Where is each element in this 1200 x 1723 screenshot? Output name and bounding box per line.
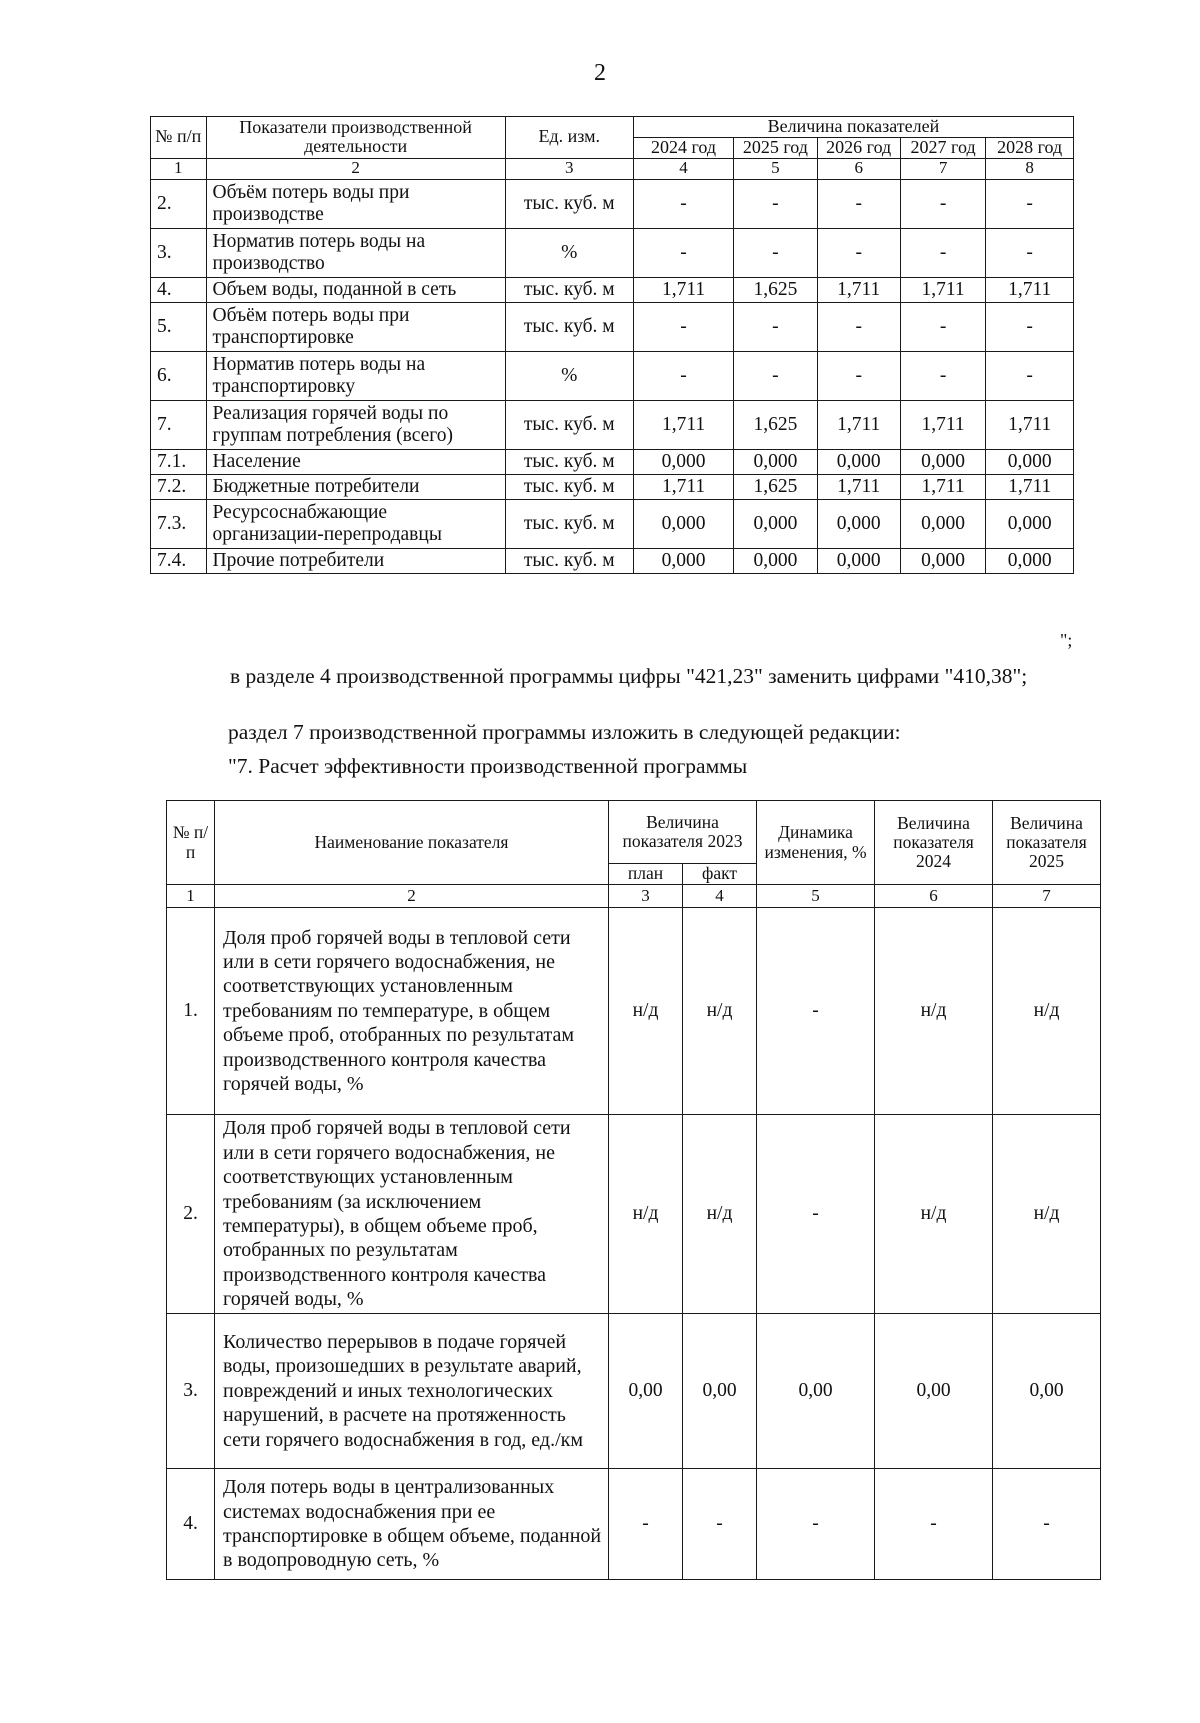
row-value: 1,711 [900, 277, 985, 302]
row-value: - [900, 302, 985, 351]
row-value: 0,000 [817, 499, 900, 548]
row-name: Норматив потерь воды на транспортировку [206, 351, 505, 400]
table-row [167, 1469, 1101, 1580]
row-value: - [633, 228, 733, 277]
row-name: Доля проб горячей воды в тепловой сети или в сети горячего водоснабжения, не соответствующих установленным требованиям по температуре, в общем объеме проб, отобранных по результатам производственного контроля качества горячей воды, % [215, 908, 609, 1115]
row-num: 4. [167, 1469, 215, 1580]
row-unit: тыс. куб. м [505, 179, 633, 228]
row-value: 0,000 [900, 449, 985, 474]
row-value: н/д [875, 1115, 993, 1314]
column-number: 6 [875, 885, 993, 908]
column-number: 3 [505, 158, 633, 179]
header-fact: факт [683, 864, 757, 885]
section-heading: "7. Расчет эффективности производственной программы [228, 754, 748, 778]
row-value: 1,625 [734, 277, 817, 302]
column-number: 7 [993, 885, 1101, 908]
closing-quote-mark: "; [1060, 630, 1073, 650]
row-unit: тыс. куб. м [505, 277, 633, 302]
column-number: 1 [167, 885, 215, 908]
table-row [151, 351, 1074, 400]
row-num: 1. [167, 908, 215, 1115]
row-value: 1,625 [734, 400, 817, 449]
row-value: - [817, 179, 900, 228]
table-row [151, 474, 1074, 499]
row-value: 0,000 [734, 449, 817, 474]
header-indicator: Показатели производственной деятельности [206, 117, 505, 159]
row-value: 1,711 [817, 474, 900, 499]
row-value: н/д [609, 908, 683, 1115]
row-value: 0,000 [900, 548, 985, 573]
header-group: Величина показателей [633, 117, 1073, 138]
row-value: - [875, 1469, 993, 1580]
row-name: Доля проб горячей воды в тепловой сети или в сети горячего водоснабжения, не соответствующих установленным требованиям (за исключением температуры), в общем объеме проб, отобранных по результатам производственного контроля качества горячей воды, % [215, 1115, 609, 1314]
row-value: - [817, 351, 900, 400]
row-value: - [757, 1115, 875, 1314]
row-value: - [633, 179, 733, 228]
row-name: Объём потерь воды при транспортировке [206, 302, 505, 351]
row-name: Доля потерь воды в централизованных системах водоснабжения при ее транспортировке в общем объеме, поданной в водопроводную сеть, % [215, 1469, 609, 1580]
row-num: 2. [151, 179, 207, 228]
table-row [167, 1115, 1101, 1314]
row-name: Бюджетные потребители [206, 474, 505, 499]
row-unit: тыс. куб. м [505, 302, 633, 351]
row-value: - [734, 302, 817, 351]
column-number: 6 [817, 158, 900, 179]
row-value: 0,000 [986, 548, 1074, 573]
row-value: н/д [683, 908, 757, 1115]
row-value: 0,00 [609, 1314, 683, 1469]
row-name: Объем воды, поданной в сеть [206, 277, 505, 302]
row-name: Ресурсоснабжающие организации-перепродавцы [206, 499, 505, 548]
table-row [151, 302, 1074, 351]
column-number: 5 [734, 158, 817, 179]
row-num: 6. [151, 351, 207, 400]
row-value: - [986, 228, 1074, 277]
row-value: 0,000 [817, 449, 900, 474]
row-value: - [817, 302, 900, 351]
header-value-2023: Величина показателя 2023 [609, 801, 757, 864]
row-unit: тыс. куб. м [505, 400, 633, 449]
header-num: № п/п [151, 117, 207, 159]
row-value: 1,625 [734, 474, 817, 499]
row-value: - [683, 1469, 757, 1580]
row-name: Прочие потребители [206, 548, 505, 573]
row-unit: тыс. куб. м [505, 474, 633, 499]
row-unit: % [505, 228, 633, 277]
row-num: 7.2. [151, 474, 207, 499]
row-value: 1,711 [986, 474, 1074, 499]
row-name: Норматив потерь воды на производство [206, 228, 505, 277]
column-number: 5 [757, 885, 875, 908]
header-plan: план [609, 864, 683, 885]
row-num: 7.4. [151, 548, 207, 573]
row-value: 0,00 [875, 1314, 993, 1469]
row-value: 1,711 [817, 400, 900, 449]
table-row [167, 908, 1101, 1115]
amendment-paragraph: в разделе 4 производственной программы цифры "421,23" заменить цифрами "410,38"; [230, 664, 1028, 688]
row-value: 0,00 [993, 1314, 1101, 1469]
header-name: Наименование показателя [215, 801, 609, 885]
table-row [151, 449, 1074, 474]
page-number: 2 [594, 60, 606, 86]
column-number: 2 [206, 158, 505, 179]
row-value: 0,00 [683, 1314, 757, 1469]
row-value: 1,711 [817, 277, 900, 302]
row-name: Объём потерь воды при производстве [206, 179, 505, 228]
header-year: 2027 год [900, 137, 985, 158]
row-num: 3. [167, 1314, 215, 1469]
row-value: 0,000 [986, 499, 1074, 548]
row-value: 0,000 [817, 548, 900, 573]
row-num: 5. [151, 302, 207, 351]
row-value: н/д [993, 1115, 1101, 1314]
row-value: - [633, 351, 733, 400]
header-value-2024: Величина показателя 2024 [875, 801, 993, 885]
row-value: - [993, 1469, 1101, 1580]
row-value: - [757, 908, 875, 1115]
row-num: 3. [151, 228, 207, 277]
header-year: 2028 год [986, 137, 1074, 158]
row-num: 7.3. [151, 499, 207, 548]
row-value: 0,000 [633, 499, 733, 548]
production-indicators-table [150, 116, 1074, 574]
row-value: н/д [683, 1115, 757, 1314]
row-value: - [900, 228, 985, 277]
row-unit: % [505, 351, 633, 400]
row-value: 1,711 [633, 400, 733, 449]
row-name: Количество перерывов в подаче горячей воды, произошедших в результате аварий, повреждений и иных технологических нарушений, в расчете на протяженность сети горячего водоснабжения в год, ед./км [215, 1314, 609, 1469]
header-year: 2024 год [633, 137, 733, 158]
column-number: 7 [900, 158, 985, 179]
table-row [151, 228, 1074, 277]
header-year: 2025 год [734, 137, 817, 158]
column-number: 1 [151, 158, 207, 179]
table-row [151, 179, 1074, 228]
row-value: 1,711 [900, 474, 985, 499]
row-value: 1,711 [633, 277, 733, 302]
row-value: - [609, 1469, 683, 1580]
table-row [151, 499, 1074, 548]
header-dynamics: Динамика изменения, % [757, 801, 875, 885]
column-number: 8 [986, 158, 1074, 179]
row-value: - [900, 351, 985, 400]
row-value: н/д [609, 1115, 683, 1314]
row-name: Реализация горячей воды по группам потребления (всего) [206, 400, 505, 449]
row-value: - [900, 179, 985, 228]
table-row [151, 400, 1074, 449]
row-value: 0,000 [633, 449, 733, 474]
row-value: - [986, 351, 1074, 400]
row-num: 7.1. [151, 449, 207, 474]
row-value: - [734, 228, 817, 277]
column-number: 2 [215, 885, 609, 908]
row-value: 0,000 [633, 548, 733, 573]
header-value-2025: Величина показателя 2025 [993, 801, 1101, 885]
row-value: - [986, 179, 1074, 228]
row-value: 0,00 [757, 1314, 875, 1469]
row-value: - [817, 228, 900, 277]
row-value: 0,000 [734, 548, 817, 573]
row-value: 1,711 [633, 474, 733, 499]
row-num: 7. [151, 400, 207, 449]
column-number: 4 [683, 885, 757, 908]
table-row [151, 277, 1074, 302]
row-value: 0,000 [900, 499, 985, 548]
row-value: 1,711 [986, 400, 1074, 449]
row-value: - [633, 302, 733, 351]
row-value: 1,711 [900, 400, 985, 449]
row-num: 4. [151, 277, 207, 302]
column-number: 4 [633, 158, 733, 179]
header-year: 2026 год [817, 137, 900, 158]
row-value: - [734, 179, 817, 228]
row-value: - [986, 302, 1074, 351]
row-unit: тыс. куб. м [505, 449, 633, 474]
row-value: н/д [993, 908, 1101, 1115]
row-unit: тыс. куб. м [505, 499, 633, 548]
amendment-paragraph: раздел 7 производственной программы изложить в следующей редакции: [228, 720, 901, 744]
table-row [167, 1314, 1101, 1469]
table-row [151, 548, 1074, 573]
column-number: 3 [609, 885, 683, 908]
row-value: - [757, 1469, 875, 1580]
header-num: № п/п [167, 801, 215, 885]
row-unit: тыс. куб. м [505, 548, 633, 573]
efficiency-table [166, 800, 1101, 1580]
row-value: - [734, 351, 817, 400]
row-value: 1,711 [986, 277, 1074, 302]
row-name: Население [206, 449, 505, 474]
header-unit: Ед. изм. [505, 117, 633, 159]
row-value: 0,000 [734, 499, 817, 548]
row-value: н/д [875, 908, 993, 1115]
row-num: 2. [167, 1115, 215, 1314]
row-value: 0,000 [986, 449, 1074, 474]
